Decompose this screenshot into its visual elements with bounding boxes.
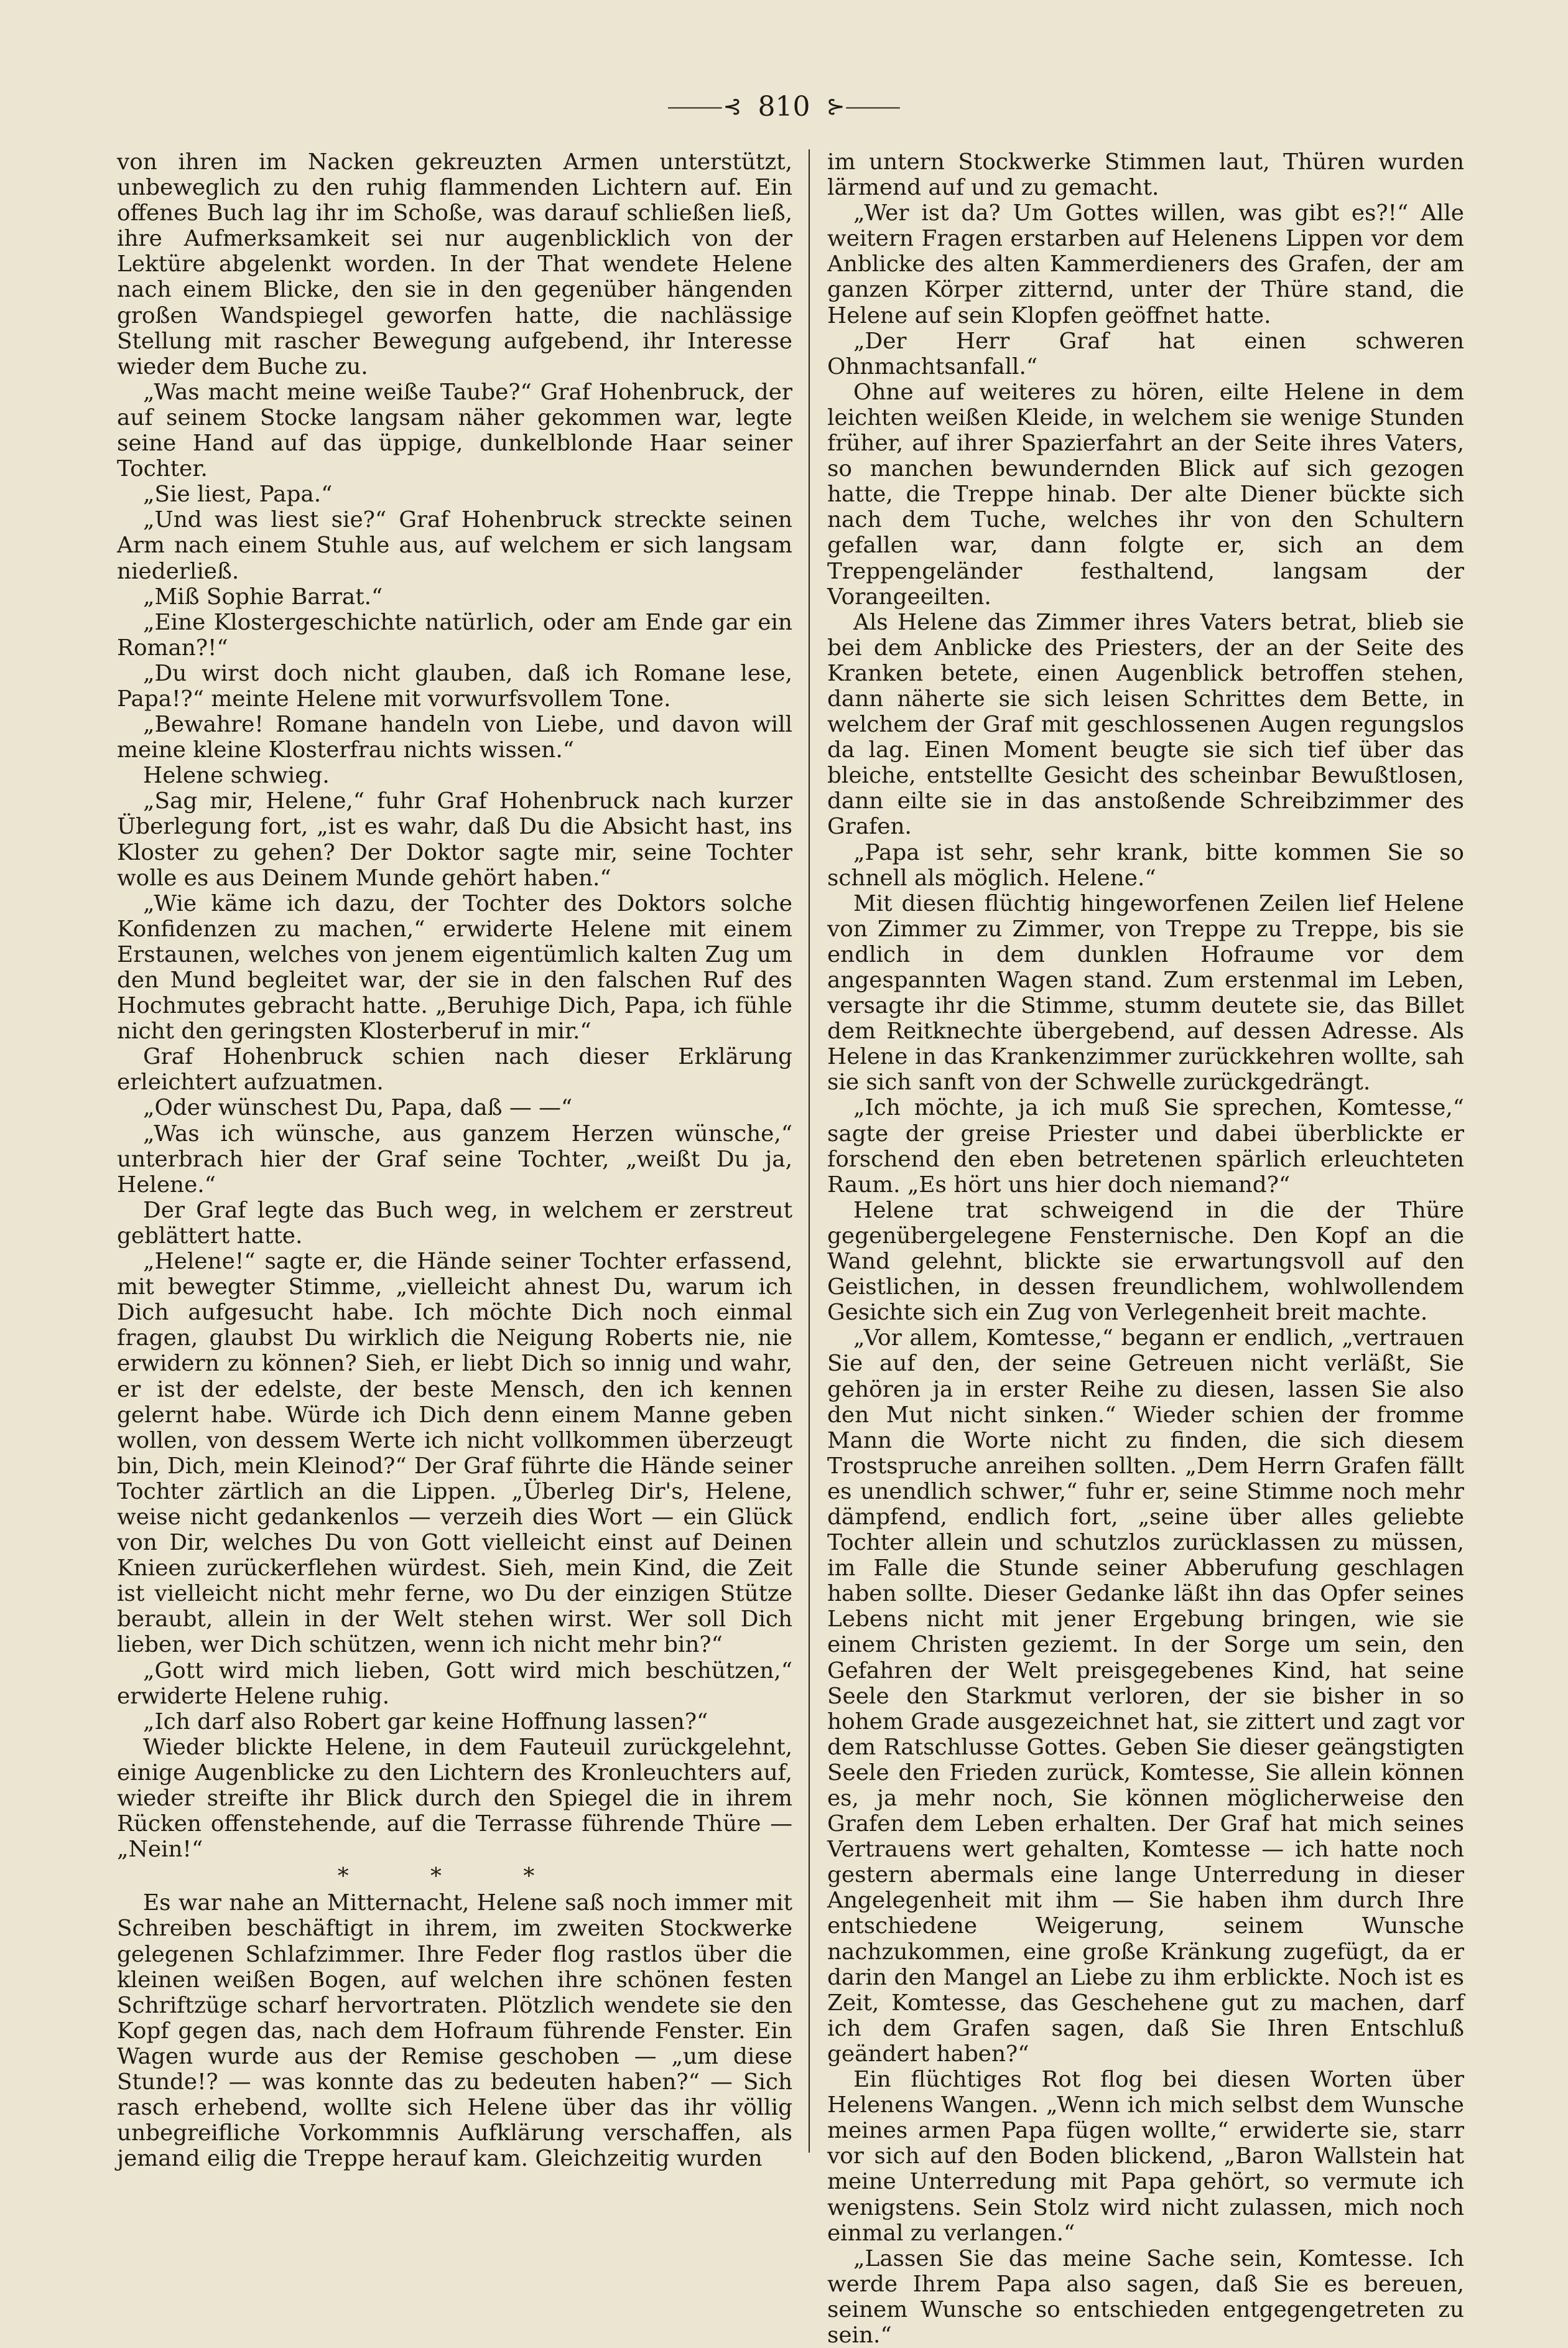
left-text-column: [117, 149, 792, 2172]
paragraph: von ihren im Nacken gekreuzten Armen unterstützt, unbeweglich zu den ruhig flammenden Lichtern auf. Ein offenes Buch lag ihr im Schoße, was darauf schließen ließ, ihre Aufmerksamkeit sei nur augenblicklich von der Lektüre abgelenkt worden. In der That wendete Helene nach einem Blicke, den sie in den gegenüber hängenden großen Wandspiegel geworfen hatte, die nachlässige Stellung mit rascher Bewegung aufgebend, ihr Interesse wieder dem Buche zu.: [117, 149, 792, 380]
section-break-asterisks: * * *: [337, 1863, 572, 1889]
page-number: 810: [758, 91, 810, 123]
paragraph: „Lassen Sie das meine Sache sein, Komtesse. Ich werde Ihrem Papa also sagen, daß Sie es bereuen, seinem Wunsche so entschieden entgegengetreten zu sein.“: [827, 2245, 1464, 2348]
paragraph: „Was macht meine weiße Taube?“ Graf Hohenbruck, der auf seinem Stocke langsam näher gekommen war, legte seine Hand auf das üppige, dunkelblonde Haar seiner Tochter.: [117, 379, 792, 482]
paragraph: „Ich darf also Robert gar keine Hoffnung lassen?“: [143, 1708, 708, 1735]
paragraph: „Papa ist sehr, sehr krank, bitte kommen Sie so schnell als möglich. Helene.“: [827, 839, 1464, 891]
paragraph: Helene schwieg.: [143, 763, 330, 789]
paragraph: „Wer ist da? Um Gottes willen, was gibt es?!“ Alle weitern Fragen erstarben auf Helenens Lippen vor dem Anblicke des alten Kammerdieners des Grafen, der am ganzen Körper zitternd, unter der Thüre stand, die Helene auf sein Klopfen geöffnet hatte.: [827, 200, 1464, 328]
paragraph: „Helene!“ sagte er, die Hände seiner Tochter erfassend, mit bewegter Stimme, „vielleicht ahnest Du, warum ich Dich aufgesucht habe. Ich möchte Dich noch einmal fragen, glaubst Du wirklich die Neigung Roberts nie, nie erwidern zu können? Sieh, er liebt Dich so innig und wahr, er ist der edelste, der beste Mensch, den ich kennen gelernt habe. Würde ich Dich denn einem Manne geben wollen, von dessem Werte ich nicht vollkommen überzeugt bin, Dich, mein Kleinod?“ Der Graf führte die Hände seiner Tochter zärtlich an die Lippen. „Überleg Dir's, Helene, weise nicht gedankenlos — verzeih dies Wort — ein Glück von Dir, welches Du von Gott vielleicht einst auf Deinen Knieen zurückerflehen würdest. Sieh, mein Kind, die Zeit ist vielleicht nicht mehr ferne, wo Du der einzigen Stütze beraubt, allein in der Welt stehen wirst. Wer soll Dich lieben, wer Dich schützen, wenn ich nicht mehr bin?“: [117, 1249, 792, 1658]
paragraph: Ohne auf weiteres zu hören, eilte Helene in dem leichten weißen Kleide, in welchem sie wenige Stunden früher, auf ihrer Spazierfahrt an der Seite ihres Vaters, so manchen bewundernden Blick auf sich gezogen hatte, die Treppe hinab. Der alte Diener bückte sich nach dem Tuche, welches ihr von den Schultern gefallen war, dann folgte er, sich an dem Treppengeländer festhaltend, langsam der Vorangeeilten.: [827, 379, 1464, 610]
ornament-right: ⊱⸻: [826, 94, 901, 119]
paragraph: „Miß Sophie Barrat.“: [143, 584, 383, 610]
paragraph: „Wie käme ich dazu, der Tochter des Doktors solche Konfidenzen zu machen,“ erwiderte Helene mit einem Erstaunen, welches von jenem eigentümlich kalten Zug um den Mund begleitet war, der sie in den falschen Ruf des Hochmutes gebracht hatte. „Beruhige Dich, Papa, ich fühle nicht den geringsten Klosterberuf in mir.“: [117, 890, 792, 1045]
paragraph: „Vor allem, Komtesse,“ begann er endlich, „vertrauen Sie auf den, der seine Getreuen nicht verläßt, Sie gehören ja in erster Reihe zu diesen, lassen Sie also den Mut nicht sinken.“ Wieder schien der fromme Mann die Worte nicht zu finden, die sich diesem Trostspruche anreihen sollten. „Dem Herrn Grafen fällt es unendlich schwer,“ fuhr er, seine Stimme noch mehr dämpfend, endlich fort, „seine über alles geliebte Tochter allein und schutzlos zurücklassen zu müssen, im Falle die Stunde seiner Abberufung geschlagen haben sollte. Dieser Gedanke läßt ihn das Opfer seines Lebens nicht mit jener Ergebung bringen, wie sie einem Christen geziemt. In der Sorge um sein, den Gefahren der Welt preisgegebenes Kind, hat seine Seele den Starkmut verloren, der sie bisher in so hohem Grade ausgezeichnet hat, sie zittert und zagt vor dem Ratschlusse Gottes. Geben Sie dieser geängstigten Seele den Frieden zurück, Komtesse, Sie allein können es, ja mehr noch, Sie können möglicherweise den Grafen dem Leben erhalten. Der Graf hat mich seines Vertrauens wert gehalten, Komtesse — ich hatte noch gestern abermals eine lange Unterredung in dieser Angelegenheit mit ihm — Sie haben ihm durch Ihre entschiedene Weigerung, seinem Wunsche nachzukommen, eine große Kränkung zugefügt, da er darin den Mangel an Liebe zu ihm erblickte. Noch ist es Zeit, Komtesse, das Geschehene gut zu machen, darf ich dem Grafen sagen, daß Sie Ihren Entschluß geändert haben?“: [827, 1325, 1464, 2067]
paragraph: Wieder blickte Helene, in dem Fauteuil zurückgelehnt, einige Augenblicke zu den Lichtern des Kronleuchters auf, wieder streifte ihr Blick durch den Spiegel die in ihrem Rücken offenstehende, auf die Terrasse führende Thüre — „Nein!“: [117, 1734, 792, 1863]
paragraph: „Der Herr Graf hat einen schweren Ohnmachtsanfall.“: [827, 328, 1464, 380]
column-divider: [809, 149, 810, 2153]
paragraph: „Was ich wünsche, aus ganzem Herzen wünsche,“ unterbrach hier der Graf seine Tochter, „weißt Du ja, Helene.“: [117, 1120, 792, 1198]
paragraph: „Sie liest, Papa.“: [143, 482, 333, 508]
right-text-column: [827, 149, 1464, 2348]
page-header: [0, 93, 1568, 121]
paragraph: „Sag mir, Helene,“ fuhr Graf Hohenbruck nach kurzer Überlegung fort, „ist es wahr, daß Du die Absicht hast, ins Kloster zu gehen? Der Doktor sagte mir, seine Tochter wolle es aus Deinem Munde gehört haben.“: [117, 788, 792, 891]
paragraph: im untern Stockwerke Stimmen laut, Thüren wurden lärmend auf und zu gemacht.: [827, 149, 1464, 201]
paragraph: „Du wirst doch nicht glauben, daß ich Romane lese, Papa!?“ meinte Helene mit vorwurfsvollem Tone.: [117, 660, 792, 712]
paragraph: „Ich möchte, ja ich muß Sie sprechen, Komtesse,“ sagte der greise Priester und dabei überblickte er forschend den eben betretenen spärlich erleuchteten Raum. „Es hört uns hier doch niemand?“: [827, 1095, 1464, 1198]
paragraph: Graf Hohenbruck schien nach dieser Erklärung erleichtert aufzuatmen.: [117, 1044, 792, 1096]
paragraph: „Oder wünschest Du, Papa, daß — —“: [143, 1095, 573, 1121]
paragraph: „Bewahre! Romane handeln von Liebe, und davon will meine kleine Klosterfrau nichts wissen.“: [117, 712, 792, 763]
paragraph: „Gott wird mich lieben, Gott wird mich beschützen,“ erwiderte Helene ruhig.: [117, 1657, 792, 1709]
paragraph: Als Helene das Zimmer ihres Vaters betrat, blieb sie bei dem Anblicke des Priesters, der an der Seite des Kranken betete, einen Augenblick betroffen stehen, dann näherte sie sich leisen Schrittes dem Bette, in welchem der Graf mit geschlossenen Augen regungslos da lag. Einen Moment beugte sie sich tief über das bleiche, entstellte Gesicht des scheinbar Bewußtlosen, dann eilte sie in das anstoßende Schreibzimmer des Grafen.: [827, 609, 1464, 840]
paragraph: Mit diesen flüchtig hingeworfenen Zeilen lief Helene von Zimmer zu Zimmer, von Treppe zu Treppe, bis sie endlich in dem dunklen Hofraume vor dem angespannten Wagen stand. Zum erstenmal im Leben, versagte ihr die Stimme, stumm deutete sie, das Billet dem Reitknechte übergebend, auf dessen Adresse. Als Helene in das Krankenzimmer zurückkehren wollte, sah sie sich sanft von der Schwelle zurückgedrängt.: [827, 890, 1464, 1096]
paragraph: Es war nahe an Mitternacht, Helene saß noch immer mit Schreiben beschäftigt in ihrem, im zweiten Stockwerke gelegenen Schlafzimmer. Ihre Feder flog rastlos über die kleinen weißen Bogen, auf welchen ihre schönen festen Schriftzüge scharf hervortraten. Plötzlich wendete sie den Kopf gegen das, nach dem Hofraum führende Fenster. Ein Wagen wurde aus der Remise geschoben — „um diese Stunde!? — was konnte das zu bedeuten haben?“ — Sich rasch erhebend, wollte sich Helene über das ihr völlig unbegreifliche Vorkommnis Aufklärung verschaffen, als jemand eilig die Treppe herauf kam. Gleichzeitig wurden: [117, 1890, 792, 2172]
paragraph: „Eine Klostergeschichte natürlich, oder am Ende gar ein Roman?!“: [117, 609, 792, 661]
paragraph: „Und was liest sie?“ Graf Hohenbruck streckte seinen Arm nach einem Stuhle aus, auf welchem er sich langsam niederließ.: [117, 507, 792, 584]
ornament-left: ⸻⊰: [667, 94, 742, 119]
paragraph: Der Graf legte das Buch weg, in welchem er zerstreut geblättert hatte.: [117, 1197, 792, 1249]
paragraph: Helene trat schweigend in die der Thüre gegenübergelegene Fensternische. Den Kopf an die Wand gelehnt, blickte sie erwartungsvoll auf den Geistlichen, in dessen freundlichem, wohlwollendem Gesichte sich ein Zug von Verlegenheit breit machte.: [827, 1197, 1464, 1326]
paragraph: Ein flüchtiges Rot flog bei diesen Worten über Helenens Wangen. „Wenn ich mich selbst dem Wunsche meines armen Papa fügen wollte,“ erwiderte sie, starr vor sich auf den Boden blickend, „Baron Wallstein hat meine Unterredung mit Papa gehört, so vermute ich wenigstens. Sein Stolz wird nicht zulassen, mich noch einmal zu verlangen.“: [827, 2067, 1464, 2246]
